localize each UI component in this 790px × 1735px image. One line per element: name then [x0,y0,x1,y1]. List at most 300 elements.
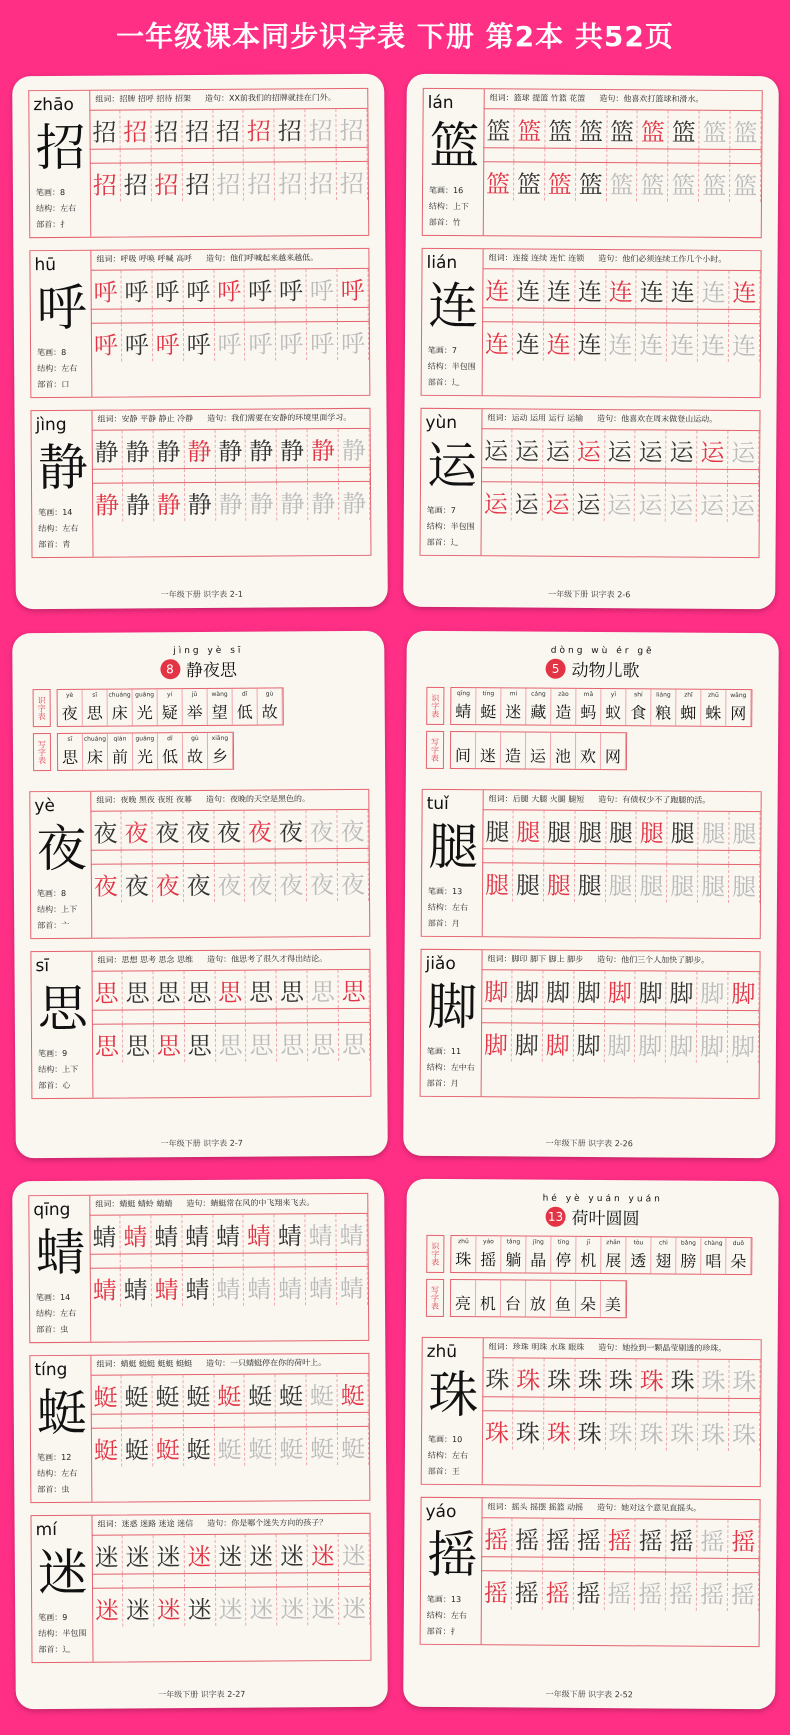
practice-cell[interactable] [182,149,213,162]
practice-cell[interactable]: 篮 [730,111,761,149]
practice-cell[interactable]: 连 [729,271,760,309]
practice-cell[interactable]: 珠 [668,1360,699,1398]
practice-cell[interactable] [154,1574,185,1587]
practice-cell[interactable]: 珠 [606,1359,637,1397]
practice-cell[interactable] [153,1414,184,1427]
practice-cell[interactable] [514,148,545,161]
practice-cell[interactable] [513,1397,544,1410]
practice-cell[interactable]: 脚 [605,971,636,1009]
practice-cell[interactable]: 脚 [481,970,512,1008]
practice-cell[interactable]: 呼 [338,269,369,307]
practice-cell[interactable]: 篮 [483,162,514,200]
practice-cell[interactable]: 篮 [545,163,576,201]
practice-cell[interactable]: 连 [575,323,606,361]
practice-cell[interactable] [246,468,277,481]
practice-cell[interactable]: 夜 [214,811,245,849]
practice-cell[interactable] [90,1255,121,1268]
practice-cell[interactable] [245,1413,276,1426]
practice-cell[interactable]: 篮 [514,109,545,147]
practice-cell[interactable] [543,1558,574,1571]
practice-cell[interactable]: 静 [277,482,308,520]
practice-cell[interactable]: 腿 [699,812,730,850]
practice-cell[interactable] [729,1399,760,1412]
practice-cell[interactable]: 呼 [214,270,245,308]
practice-cell[interactable]: 摇 [543,1572,574,1610]
practice-cell[interactable] [575,850,606,863]
practice-cell[interactable]: 摇 [605,1519,636,1557]
practice-cell[interactable]: 珠 [544,1359,575,1397]
practice-cell[interactable]: 呼 [307,269,338,307]
practice-cell[interactable]: 运 [635,483,666,521]
practice-cell[interactable]: 呼 [153,323,184,361]
practice-cell[interactable]: 静 [153,430,184,468]
practice-cell[interactable] [574,469,605,482]
practice-cell[interactable]: 蜓 [276,1427,307,1465]
practice-cell[interactable]: 招 [90,164,121,202]
practice-cell[interactable]: 连 [544,323,575,361]
practice-cell[interactable]: 摇 [697,1520,728,1558]
practice-cell[interactable]: 静 [277,429,308,467]
practice-cell[interactable] [244,1253,275,1266]
practice-cell[interactable]: 运 [636,430,667,468]
practice-cell[interactable] [185,1574,216,1587]
practice-cell[interactable]: 思 [308,970,339,1008]
practice-cell[interactable] [185,469,216,482]
practice-cell[interactable]: 运 [697,484,728,522]
practice-cell[interactable] [339,1009,370,1022]
practice-cell[interactable] [276,1413,307,1426]
practice-cell[interactable]: 摇 [728,1520,759,1558]
practice-cell[interactable]: 招 [306,109,337,147]
practice-cell[interactable]: 静 [184,430,215,468]
practice-cell[interactable]: 静 [246,429,277,467]
practice-cell[interactable]: 腿 [698,865,729,903]
practice-cell[interactable]: 迷 [339,1587,370,1625]
practice-cell[interactable]: 迷 [123,1535,154,1573]
practice-cell[interactable]: 连 [544,270,575,308]
practice-cell[interactable]: 夜 [245,863,276,901]
practice-cell[interactable] [698,310,729,323]
practice-cell[interactable]: 脚 [512,1023,543,1061]
practice-cell[interactable]: 脚 [574,971,605,1009]
practice-cell[interactable]: 腿 [667,865,698,903]
practice-cell[interactable]: 呼 [338,322,369,360]
practice-cell[interactable] [245,308,276,321]
practice-cell[interactable]: 脚 [667,972,698,1010]
practice-cell[interactable] [728,470,759,483]
practice-cell[interactable]: 运 [543,430,574,468]
practice-cell[interactable] [635,469,666,482]
practice-cell[interactable]: 摇 [512,1571,543,1609]
practice-cell[interactable]: 脚 [543,1024,574,1062]
practice-cell[interactable] [154,469,185,482]
practice-cell[interactable]: 摇 [481,1571,512,1609]
practice-cell[interactable] [637,309,668,322]
practice-cell[interactable]: 招 [275,109,306,147]
practice-cell[interactable]: 珠 [513,1358,544,1396]
practice-cell[interactable] [151,1254,182,1267]
practice-cell[interactable]: 运 [605,430,636,468]
practice-cell[interactable]: 招 [182,110,213,148]
practice-cell[interactable]: 思 [277,1023,308,1061]
practice-cell[interactable] [338,849,369,862]
practice-cell[interactable]: 腿 [482,810,513,848]
practice-cell[interactable] [545,149,576,162]
practice-cell[interactable]: 珠 [636,1412,667,1450]
practice-cell[interactable]: 蜓 [121,1375,152,1413]
practice-cell[interactable] [482,308,513,321]
practice-cell[interactable]: 腿 [637,811,668,849]
practice-cell[interactable] [92,1575,123,1588]
practice-cell[interactable]: 运 [481,482,512,520]
practice-cell[interactable]: 蜻 [213,1215,244,1253]
practice-cell[interactable]: 运 [573,483,604,521]
practice-cell[interactable]: 招 [337,162,368,200]
practice-cell[interactable]: 呼 [276,269,307,307]
practice-cell[interactable]: 蜻 [275,1214,306,1252]
practice-cell[interactable]: 蜻 [182,1268,213,1306]
practice-cell[interactable]: 呼 [152,270,183,308]
practice-cell[interactable]: 迷 [246,1534,277,1572]
practice-cell[interactable]: 招 [337,109,368,147]
practice-cell[interactable] [669,150,700,163]
practice-cell[interactable]: 蜓 [214,1428,245,1466]
practice-cell[interactable] [666,470,697,483]
practice-cell[interactable] [513,849,544,862]
practice-cell[interactable]: 迷 [246,1587,277,1625]
practice-cell[interactable]: 迷 [154,1588,185,1626]
practice-cell[interactable]: 运 [543,483,574,521]
practice-cell[interactable]: 蜓 [122,1428,153,1466]
practice-cell[interactable]: 迷 [308,1587,339,1625]
practice-cell[interactable]: 迷 [92,1589,123,1627]
practice-cell[interactable]: 篮 [637,163,668,201]
practice-cell[interactable] [153,309,184,322]
practice-cell[interactable]: 夜 [307,810,338,848]
practice-cell[interactable] [543,469,574,482]
practice-cell[interactable] [246,1573,277,1586]
practice-cell[interactable]: 篮 [699,164,730,202]
practice-cell[interactable] [308,1009,339,1022]
practice-cell[interactable]: 静 [123,430,154,468]
practice-cell[interactable]: 连 [513,322,544,360]
practice-cell[interactable] [152,850,183,863]
practice-cell[interactable]: 蜓 [338,1427,369,1465]
practice-cell[interactable]: 连 [698,271,729,309]
practice-cell[interactable] [636,1010,667,1023]
practice-cell[interactable] [183,1414,214,1427]
practice-cell[interactable] [306,1253,337,1266]
practice-cell[interactable] [122,1414,153,1427]
practice-cell[interactable] [667,310,698,323]
practice-cell[interactable] [483,148,514,161]
practice-cell[interactable]: 腿 [575,864,606,902]
practice-cell[interactable] [575,309,606,322]
practice-cell[interactable] [275,1253,306,1266]
practice-cell[interactable]: 运 [666,484,697,522]
practice-cell[interactable]: 夜 [276,863,307,901]
practice-cell[interactable]: 蜓 [91,1429,122,1467]
practice-cell[interactable] [90,150,121,163]
practice-cell[interactable] [244,148,275,161]
practice-cell[interactable]: 蜻 [244,1267,275,1305]
practice-cell[interactable] [697,1011,728,1024]
practice-cell[interactable] [699,150,730,163]
practice-cell[interactable] [513,308,544,321]
practice-cell[interactable]: 腿 [729,812,760,850]
practice-cell[interactable]: 呼 [122,323,153,361]
practice-cell[interactable] [338,1413,369,1426]
practice-cell[interactable]: 蜓 [245,1427,276,1465]
practice-cell[interactable] [246,1009,277,1022]
practice-cell[interactable] [276,849,307,862]
practice-cell[interactable] [636,1558,667,1571]
practice-cell[interactable]: 静 [185,483,216,521]
practice-cell[interactable]: 思 [215,971,246,1009]
practice-cell[interactable]: 呼 [121,270,152,308]
practice-cell[interactable]: 脚 [728,972,759,1010]
practice-cell[interactable] [92,470,123,483]
practice-cell[interactable]: 呼 [183,270,214,308]
practice-cell[interactable]: 蜻 [121,1268,152,1306]
practice-cell[interactable]: 连 [482,269,513,307]
practice-cell[interactable] [183,309,214,322]
practice-cell[interactable]: 珠 [575,1412,606,1450]
practice-cell[interactable]: 蜻 [244,1214,275,1252]
practice-cell[interactable]: 迷 [92,1536,123,1574]
practice-cell[interactable]: 蜻 [306,1267,337,1305]
practice-cell[interactable] [215,1574,246,1587]
practice-cell[interactable] [339,468,370,481]
practice-cell[interactable]: 招 [275,162,306,200]
practice-cell[interactable] [123,469,154,482]
practice-cell[interactable]: 脚 [604,1024,635,1062]
practice-cell[interactable] [307,308,338,321]
practice-cell[interactable] [307,849,338,862]
practice-cell[interactable]: 珠 [482,1411,513,1449]
practice-cell[interactable]: 静 [92,484,123,522]
practice-cell[interactable]: 腿 [668,812,699,850]
practice-cell[interactable]: 运 [604,483,635,521]
practice-cell[interactable]: 静 [339,482,370,520]
practice-cell[interactable]: 连 [482,322,513,360]
practice-cell[interactable]: 运 [574,430,605,468]
practice-cell[interactable]: 呼 [307,322,338,360]
practice-cell[interactable] [729,851,760,864]
practice-cell[interactable]: 蜻 [120,1215,151,1253]
practice-cell[interactable]: 夜 [183,811,214,849]
practice-cell[interactable]: 珠 [699,1360,730,1398]
practice-cell[interactable]: 连 [605,323,636,361]
practice-cell[interactable] [337,148,368,161]
practice-cell[interactable]: 迷 [185,1588,216,1626]
practice-cell[interactable]: 摇 [574,1519,605,1557]
practice-cell[interactable]: 篮 [668,164,699,202]
practice-cell[interactable]: 夜 [183,864,214,902]
practice-cell[interactable]: 招 [213,163,244,201]
practice-cell[interactable]: 夜 [122,864,153,902]
practice-cell[interactable]: 蜻 [89,1216,120,1254]
practice-cell[interactable]: 摇 [666,1573,697,1611]
practice-cell[interactable] [215,1010,246,1023]
practice-cell[interactable]: 静 [308,482,339,520]
practice-cell[interactable] [339,1573,370,1586]
practice-cell[interactable]: 摇 [667,1520,698,1558]
practice-cell[interactable]: 迷 [308,1534,339,1572]
practice-cell[interactable] [637,850,668,863]
practice-cell[interactable]: 脚 [512,970,543,1008]
practice-cell[interactable]: 运 [697,431,728,469]
practice-cell[interactable]: 思 [339,1023,370,1061]
practice-cell[interactable]: 蜓 [245,1374,276,1412]
practice-cell[interactable]: 篮 [483,109,514,147]
practice-cell[interactable]: 摇 [604,1572,635,1610]
practice-cell[interactable]: 夜 [90,812,121,850]
practice-cell[interactable]: 腿 [544,811,575,849]
practice-cell[interactable] [605,1010,636,1023]
practice-cell[interactable] [245,849,276,862]
practice-cell[interactable]: 招 [182,163,213,201]
practice-cell[interactable]: 蜓 [183,1375,214,1413]
practice-cell[interactable] [605,1558,636,1571]
practice-cell[interactable]: 静 [123,483,154,521]
practice-cell[interactable]: 篮 [607,163,638,201]
practice-cell[interactable] [213,1254,244,1267]
practice-cell[interactable]: 呼 [91,324,122,362]
practice-cell[interactable] [277,1009,308,1022]
practice-cell[interactable]: 腿 [636,864,667,902]
practice-cell[interactable]: 夜 [214,864,245,902]
practice-cell[interactable] [308,468,339,481]
practice-cell[interactable]: 夜 [338,863,369,901]
practice-cell[interactable]: 运 [481,429,512,467]
practice-cell[interactable] [668,851,699,864]
practice-cell[interactable]: 迷 [339,1534,370,1572]
practice-cell[interactable] [482,1397,513,1410]
practice-cell[interactable]: 运 [512,429,543,467]
practice-cell[interactable]: 蜻 [337,1214,368,1252]
practice-cell[interactable]: 连 [637,270,668,308]
practice-cell[interactable]: 蜓 [307,1374,338,1412]
practice-cell[interactable]: 蜓 [214,1375,245,1413]
practice-cell[interactable] [574,1010,605,1023]
practice-cell[interactable]: 蜻 [90,1269,121,1307]
practice-cell[interactable]: 静 [154,483,185,521]
practice-cell[interactable]: 摇 [574,1572,605,1610]
practice-cell[interactable] [605,469,636,482]
practice-cell[interactable]: 珠 [513,1411,544,1449]
practice-cell[interactable]: 腿 [606,811,637,849]
practice-cell[interactable]: 蜓 [307,1427,338,1465]
practice-cell[interactable] [184,1010,215,1023]
practice-cell[interactable]: 珠 [575,1359,606,1397]
practice-cell[interactable]: 脚 [481,1023,512,1061]
practice-cell[interactable]: 腿 [513,810,544,848]
practice-cell[interactable] [123,1574,154,1587]
practice-cell[interactable]: 连 [698,324,729,362]
practice-cell[interactable]: 腿 [729,865,760,903]
practice-cell[interactable] [308,1573,339,1586]
practice-cell[interactable]: 篮 [669,111,700,149]
practice-cell[interactable] [729,310,760,323]
practice-cell[interactable] [306,148,337,161]
practice-cell[interactable]: 脚 [636,971,667,1009]
practice-cell[interactable] [277,1573,308,1586]
practice-cell[interactable] [123,1010,154,1023]
practice-cell[interactable]: 思 [153,971,184,1009]
practice-cell[interactable]: 夜 [338,810,369,848]
practice-cell[interactable]: 思 [246,970,277,1008]
practice-cell[interactable] [544,1398,575,1411]
practice-cell[interactable]: 招 [151,110,182,148]
practice-cell[interactable] [544,850,575,863]
practice-cell[interactable]: 脚 [697,1025,728,1063]
practice-cell[interactable] [214,309,245,322]
practice-cell[interactable]: 静 [215,430,246,468]
practice-cell[interactable] [151,149,182,162]
practice-cell[interactable] [213,149,244,162]
practice-cell[interactable] [337,1253,368,1266]
practice-cell[interactable] [481,1557,512,1570]
practice-cell[interactable]: 思 [308,1023,339,1061]
practice-cell[interactable]: 夜 [276,810,307,848]
practice-cell[interactable]: 呼 [245,322,276,360]
practice-cell[interactable]: 思 [123,1024,154,1062]
practice-cell[interactable]: 珠 [729,1413,760,1451]
practice-cell[interactable]: 思 [92,972,123,1010]
practice-cell[interactable] [574,1558,605,1571]
practice-cell[interactable]: 篮 [607,110,638,148]
practice-cell[interactable] [698,851,729,864]
practice-cell[interactable]: 思 [122,971,153,1009]
practice-cell[interactable]: 运 [728,431,759,469]
practice-cell[interactable]: 脚 [697,972,728,1010]
practice-cell[interactable]: 篮 [576,110,607,148]
practice-cell[interactable]: 珠 [698,1413,729,1451]
practice-cell[interactable] [482,849,513,862]
practice-cell[interactable] [728,1011,759,1024]
practice-cell[interactable] [512,468,543,481]
practice-cell[interactable] [607,149,638,162]
practice-cell[interactable]: 篮 [545,110,576,148]
practice-cell[interactable] [544,309,575,322]
practice-cell[interactable] [154,1010,185,1023]
practice-cell[interactable]: 迷 [277,1534,308,1572]
practice-cell[interactable]: 招 [306,162,337,200]
practice-cell[interactable]: 招 [89,111,120,149]
practice-cell[interactable] [575,1398,606,1411]
practice-cell[interactable]: 摇 [512,1518,543,1556]
practice-cell[interactable] [512,1009,543,1022]
practice-cell[interactable] [214,850,245,863]
practice-cell[interactable]: 呼 [91,271,122,309]
practice-cell[interactable]: 连 [667,324,698,362]
practice-cell[interactable]: 脚 [666,1025,697,1063]
practice-cell[interactable]: 腿 [606,864,637,902]
practice-cell[interactable]: 夜 [152,811,183,849]
practice-cell[interactable]: 思 [92,1025,123,1063]
practice-cell[interactable]: 运 [728,484,759,522]
practice-cell[interactable] [638,149,669,162]
practice-cell[interactable]: 静 [92,431,123,469]
practice-cell[interactable]: 迷 [184,1535,215,1573]
practice-cell[interactable] [91,1415,122,1428]
practice-cell[interactable]: 迷 [277,1587,308,1625]
practice-cell[interactable] [728,1559,759,1572]
practice-cell[interactable]: 思 [277,970,308,1008]
practice-cell[interactable] [277,468,308,481]
practice-cell[interactable]: 招 [121,163,152,201]
